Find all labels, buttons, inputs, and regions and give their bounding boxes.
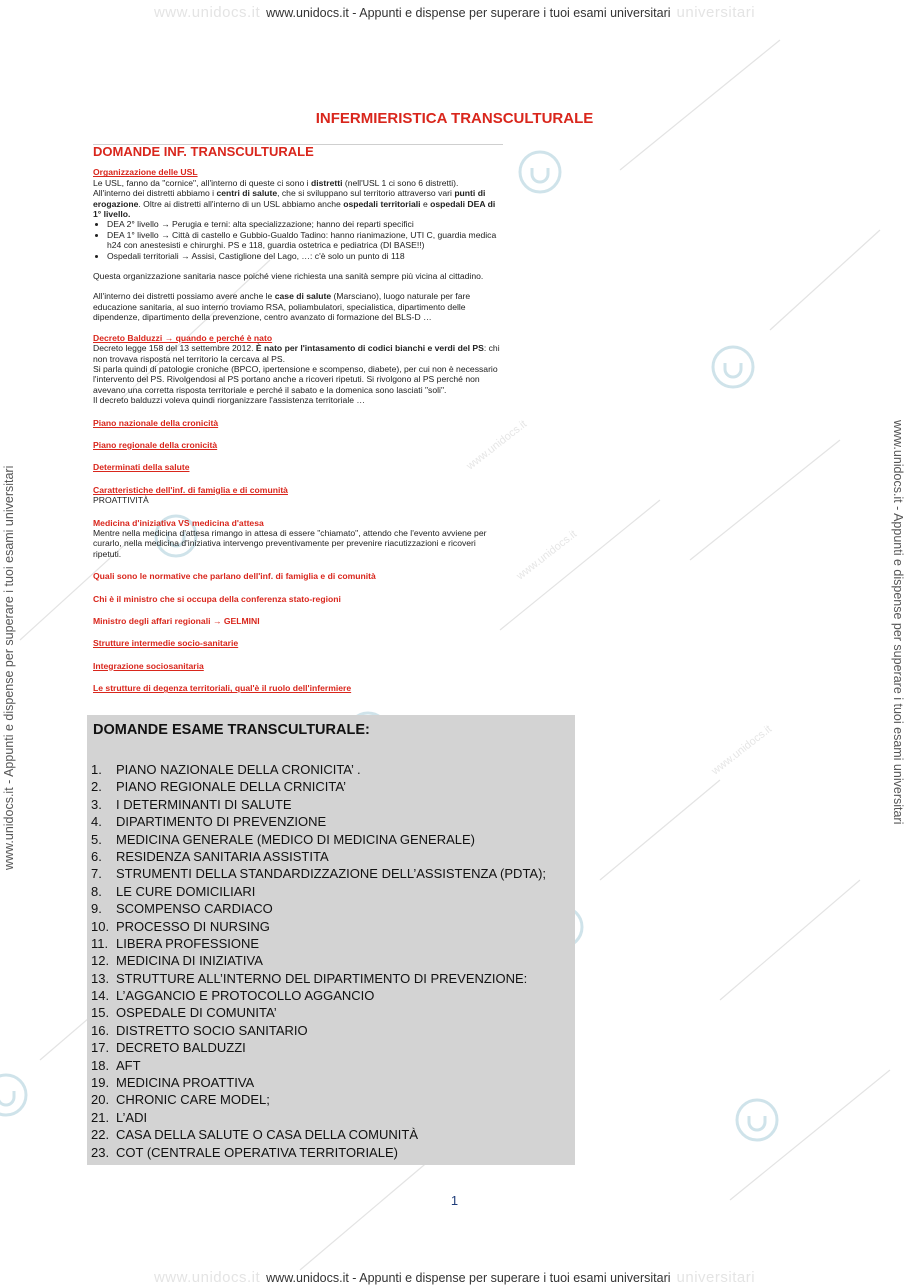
list-item [91,796,546,813]
list-item: • Ospedali territoriali → Assisi, Castiglione del Lago, …: c'è solo un punto di 118 [107,251,503,261]
list-item-text: PROCESSO DI NURSING [116,918,270,934]
usl-paragraph-3: Questa organizzazione sanitaria nasce poiché viene richiesta una sanità sempre più vicina al cittadino. [93,271,484,282]
footer-ghost-left: www.unidocs.it [153,1269,261,1286]
list-item-number: 12. [91,953,110,969]
list-item-text: DECRETO BALDUZZI [116,1040,246,1056]
list-item-text: L’ADI [116,1109,148,1125]
medicina-text: Mentre nella medicina d'attesa rimango in attesa di essere "chiamato", attendo che l'evento avviene per curarlo, nella medicina d'iniziativa intervengo preventivamente per prevenire riacutizzazioni e ricoveri ripetuti. [93,527,487,559]
exam-questions-box [87,715,575,1165]
question-integrazione: Integrazione sociosanitaria [93,660,204,671]
footer-watermark-text: www.unidocs.it - Appunti e dispense per superare i tuoi esami universitari [266,1271,671,1285]
balduzzi-paragraph-3: Il decreto balduzzi voleva quindi riorganizzare l'assistenza territoriale … [93,395,365,406]
dea-list [93,219,503,261]
list-item-text: LE CURE DOMICILIARI [116,883,256,899]
list-item-number: 21. [91,1109,110,1125]
svg-text:www.unidocs.it: www.unidocs.it [709,723,775,778]
list-item-text: STRUTTURE ALL’INTERNO DEL DIPARTIMENTO DI PREVENZIONE: [116,970,528,986]
list-item-text: L’AGGANCIO E PROTOCOLLO AGGANCIO [116,988,375,1004]
document-title: INFERMIERISTICA TRANSCULTURALE [315,110,594,127]
list-item-number: 11. [91,935,109,951]
list-item-number: 7. [91,866,102,882]
list-item [91,970,546,987]
list-item-text: DIPARTIMENTO DI PREVENZIONE [116,814,327,830]
header-watermark-text: www.unidocs.it - Appunti e dispense per superare i tuoi esami universitari [266,6,671,20]
footer-watermark [0,1269,909,1286]
list-item-text: MEDICINA DI INIZIATIVA [116,953,263,969]
balduzzi-paragraph-1: Decreto legge 158 del 13 settembre 2012. È nato per l'intasamento di codici bianchi e verdi del PS: chi non trovava risposta nel territorio la cercava al PS. [93,343,500,364]
list-item [91,831,546,848]
right-side-watermark: www.unidocs.it - Appunti e dispense per superare i tuoi esami universitari [891,420,905,825]
question-degenza: Le strutture di degenza territoriali, qual'è il ruolo dell'infermiere [93,683,352,694]
question-determinati: Determinati della salute [93,462,190,473]
list-item [91,883,546,900]
watermark-diag-text: www.unidocs.it [514,528,580,583]
list-item-number: 5. [91,831,102,847]
list-item [91,848,546,865]
answer-caratteristiche: PROATTIVITÀ [93,495,149,506]
list-item-text: DISTRETTO SOCIO SANITARIO [116,1022,308,1038]
question-strutture: Strutture intermedie socio-sanitarie [93,638,239,649]
list-item-number: 6. [91,848,102,864]
list-item-number: 19. [91,1075,110,1091]
question-normative: Quali sono le normative che parlano dell'inf. di famiglia e di comunità [93,571,376,582]
section-title: DOMANDE INF. TRANSCULTURALE [93,144,314,159]
balduzzi-paragraph-2: Si parla quindi di patologie croniche (BPCO, ipertensione e scompenso, diabete), per cui non è necessario l'intervento del PS. Rivolgendosi al PS portano anche a ricoveri ripetuti. Si rivolgono al PS perché non avevano una corretta risposta territoriale e perché il sabato e la domenica sono lasciati "soli". [93,363,498,395]
list-item [91,1144,546,1161]
list-item-text: LIBERA PROFESSIONE [116,935,260,951]
balduzzi-heading: Decreto Balduzzi → quando e perché è nato [93,332,273,343]
page-number: 1 [450,1193,459,1208]
list-item-text: CASA DELLA SALUTE O CASA DELLA COMUNITÀ [116,1127,418,1143]
pasted-notes [93,144,503,694]
list-item-number: 20. [91,1092,110,1108]
list-item-text: RESIDENZA SANITARIA ASSISTITA [116,848,329,864]
list-item [91,1004,546,1021]
header-watermark [0,4,909,21]
list-item [91,900,546,917]
usl-paragraph-2: All'interno dei distretti abbiamo i centri di salute, che si sviluppano sul territorio attraverso vari punti di erogazione. Oltre ai distretti all'interno di un USL abbiamo anche ospedali territoriali e ospedali DEA di 1° livello. [93,188,496,220]
list-item [91,952,546,969]
usl-paragraph-4: All'interno dei distretti possiamo avere anche le case di salute (Marsciano), luogo naturale per fare educazione sanitaria, al suo interno troviamo RSA, poliambulatori, specialistica, dipartimento delle dipendenze, dipartimento della prevenzione, centro avanzato di formazione del BLS-D … [93,291,471,323]
usl-heading: Organizzazione delle USL [93,167,198,178]
list-item [91,1091,546,1108]
list-item-text: SCOMPENSO CARDIACO [116,901,273,917]
list-item [91,761,546,778]
header-ghost-left: www.unidocs.it [153,4,261,21]
list-item-number: 9. [91,901,102,917]
list-item-text: MEDICINA PROATTIVA [116,1075,255,1091]
question-piano-nazionale: Piano nazionale della cronicità [93,417,219,428]
list-item-text: CHRONIC CARE MODEL; [116,1092,270,1108]
list-item [91,1074,546,1091]
medicina-heading: Medicina d'iniziativa VS medicina d'attesa [93,517,264,528]
list-item-text: PIANO REGIONALE DELLA CRNICITA’ [116,779,346,795]
list-item: • DEA 2° livello → Perugia e terni: alta specializzazione; hanno dei reparti specifici [107,219,503,229]
list-item-number: 15. [91,1005,110,1021]
list-item [91,987,546,1004]
usl-paragraph-1: Le USL, fanno da "cornice", all'interno di queste ci sono i distretti (nell'USL 1 ci sono 6 distretti). [93,177,459,188]
list-item-number: 13. [91,970,110,986]
question-caratteristiche: Caratteristiche dell'inf. di famiglia e di comunità [93,484,288,495]
footer-ghost-right: universitari [676,1269,756,1286]
list-item-number: 16. [91,1022,110,1038]
list-item [91,1039,546,1056]
list-item [91,918,546,935]
list-item-text: MEDICINA GENERALE (MEDICO DI MEDICINA GENERALE) [116,831,476,847]
exam-question-list [91,761,546,1161]
list-item-number: 17. [91,1040,110,1056]
question-ministro-affari: Ministro degli affari regionali → GELMINI [93,616,260,626]
list-item-number: 8. [91,883,102,899]
list-item-text: AFT [116,1057,141,1073]
list-item-text: PIANO NAZIONALE DELLA CRONICITA’ . [116,762,361,777]
svg-text:www.unidocs.it: www.unidocs.it [464,418,530,473]
question-ministro: Chi è il ministro che si occupa della conferenza stato-regioni [93,593,341,604]
exam-title: DOMANDE ESAME TRANSCULTURALE: [93,722,370,738]
list-item [91,935,546,952]
list-item-number: 14. [91,988,110,1004]
list-item-number: 3. [91,796,102,812]
list-item [91,813,546,830]
list-item-number: 18. [91,1057,110,1073]
list-item-number: 23. [91,1144,110,1160]
list-item-text: I DETERMINANTI DI SALUTE [116,796,292,812]
list-item-number: 10. [91,918,110,934]
list-item [91,1057,546,1074]
list-item [91,1022,546,1039]
list-item-text: STRUMENTI DELLA STANDARDIZZAZIONE DELL’ASSISTENZA (PDTA); [116,866,547,882]
list-item-text: OSPEDALE DI COMUNITA’ [116,1005,277,1021]
list-item [91,1126,546,1143]
header-ghost-right: universitari [676,4,756,21]
list-item-number: 2. [91,779,102,795]
list-item: • DEA 1° livello → Città di castello e Gubbio-Gualdo Tadino: hanno rianimazione, UTI C, guardia medica h24 con anestesisti e chirurghi. PS e 118, guardia ostetrica e pediatrica (DI BASE!!) [107,230,503,251]
list-item [91,778,546,795]
left-side-watermark: www.unidocs.it - Appunti e dispense per superare i tuoi esami universitari [2,465,16,870]
list-item-number: 1. [91,762,102,777]
list-item [91,1109,546,1126]
list-item-number: 4. [91,814,102,830]
list-item-text: COT (CENTRALE OPERATIVA TERRITORIALE) [116,1144,398,1160]
list-item [91,865,546,882]
list-item-number: 22. [91,1127,110,1143]
question-piano-regionale: Piano regionale della cronicità [93,439,218,450]
